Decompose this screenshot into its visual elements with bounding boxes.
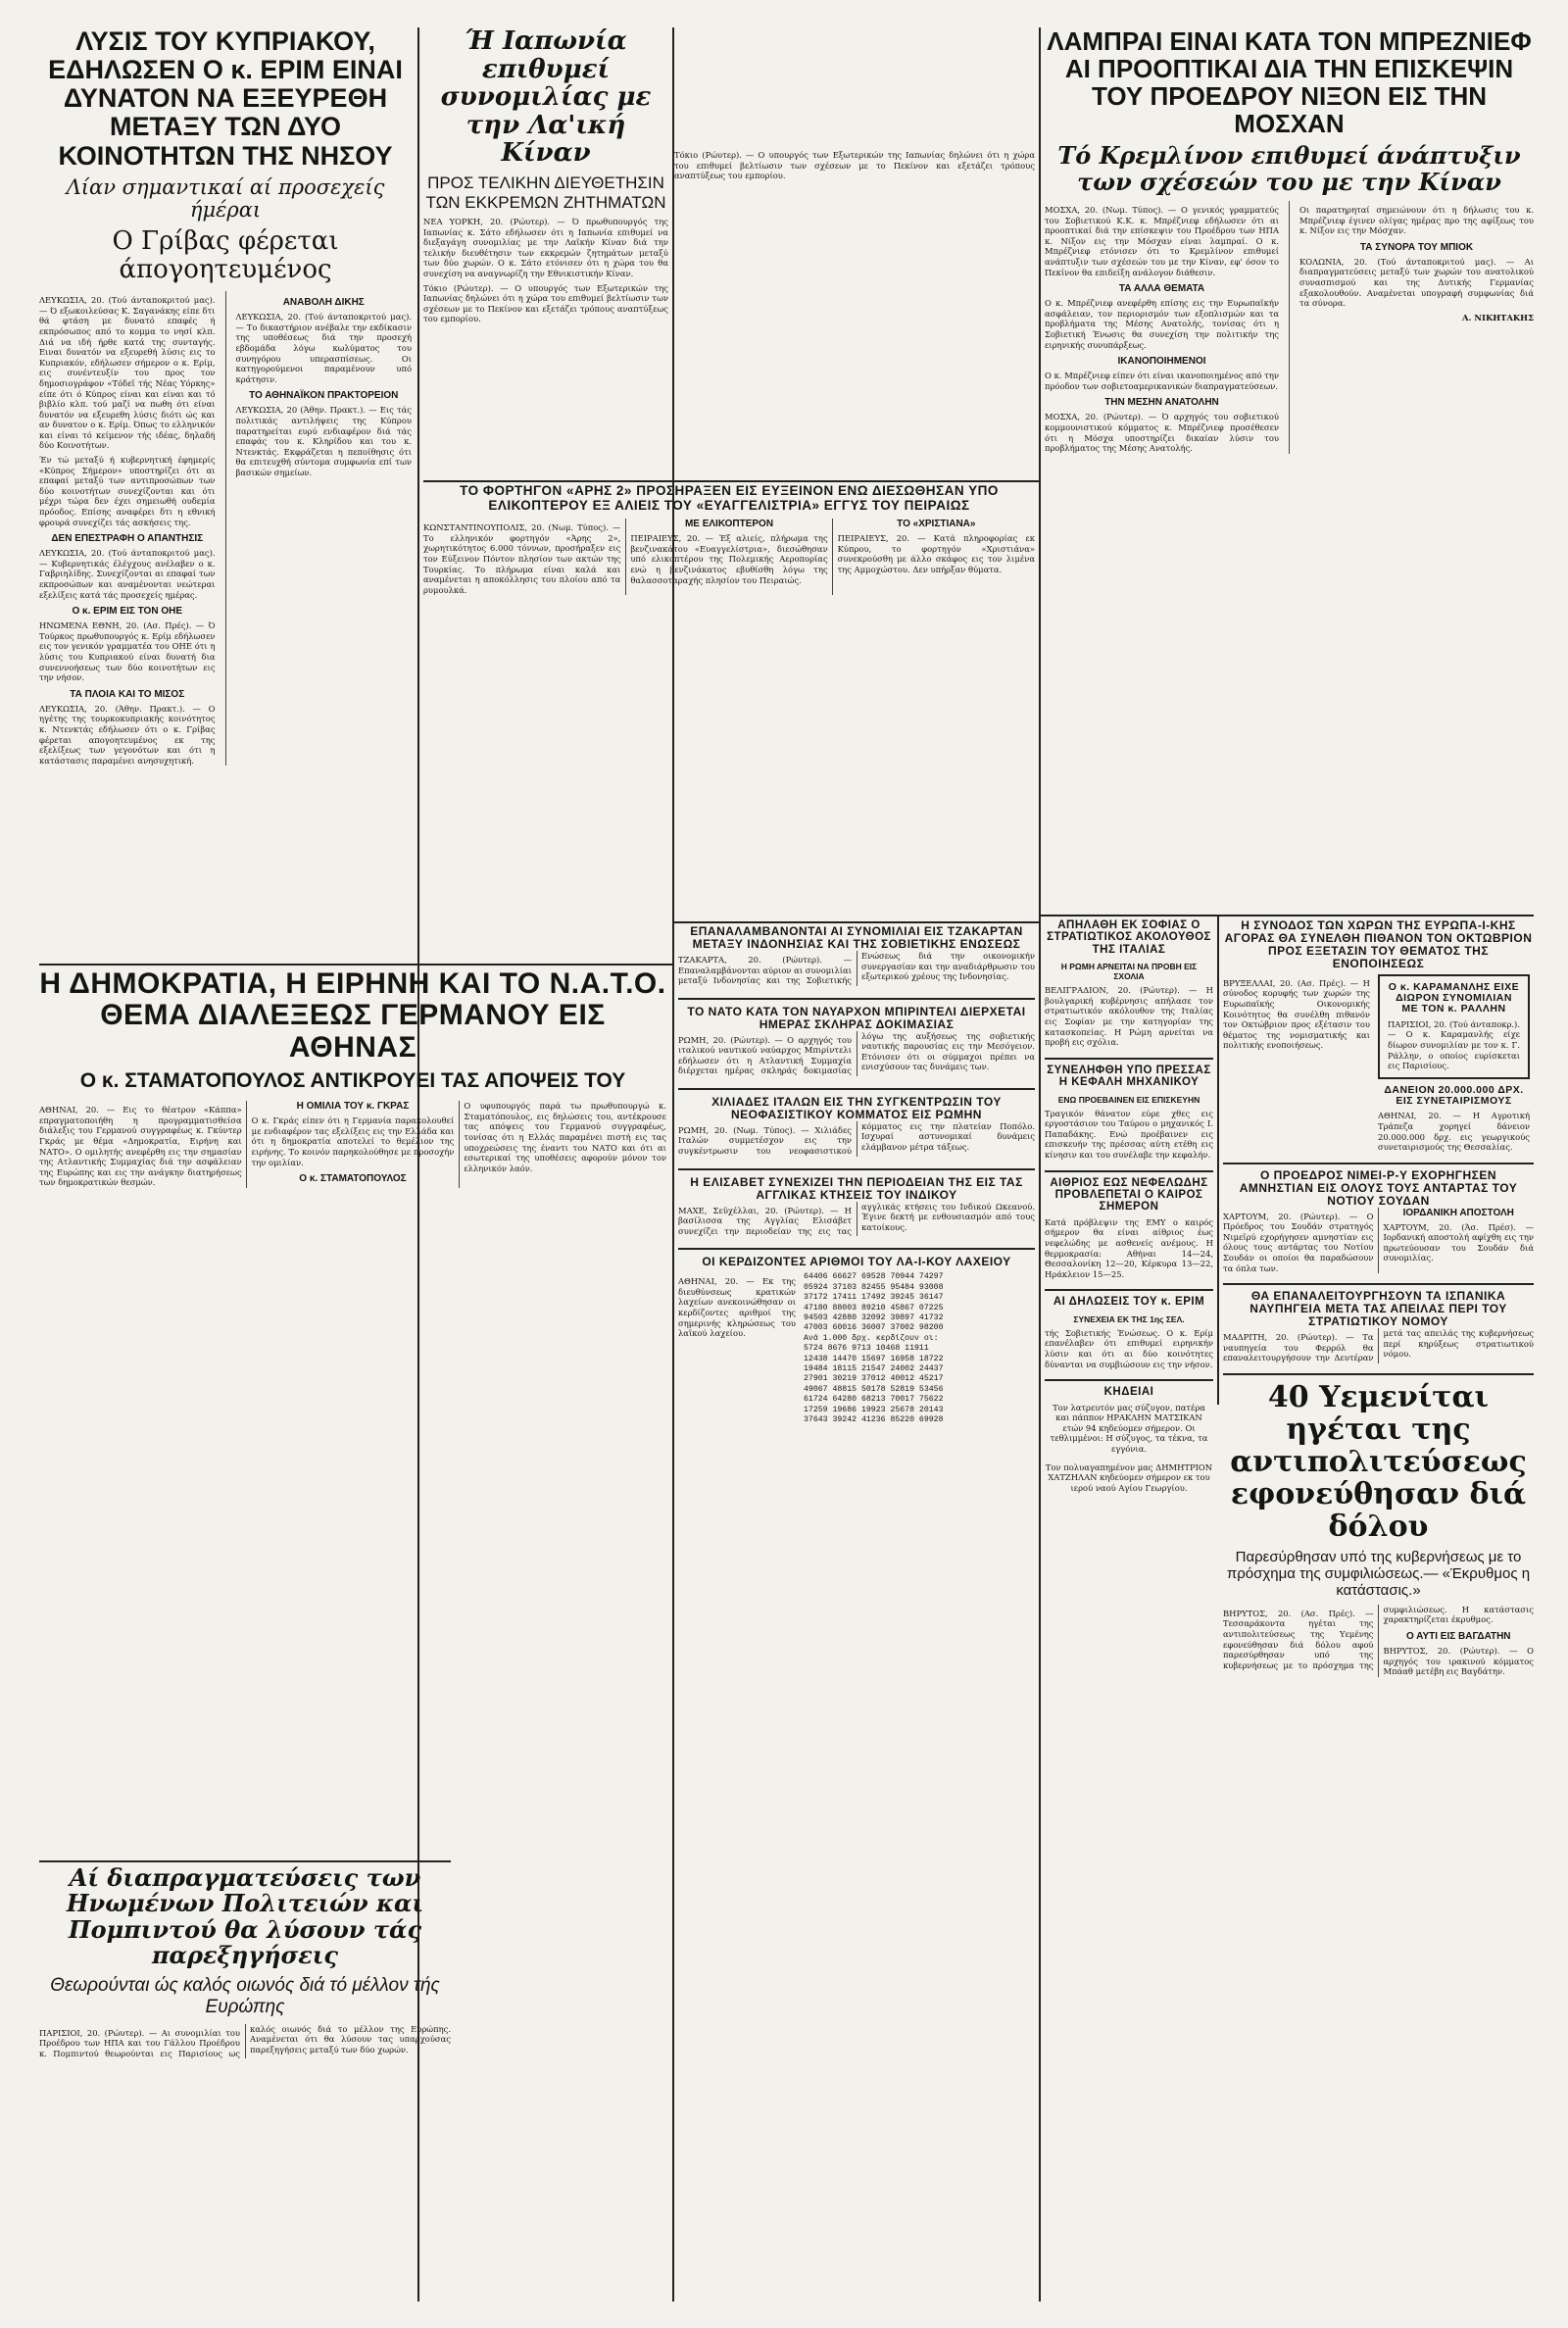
newspaper-page — [39, 27, 1534, 2302]
headline-erim-cont: ΑΙ ΔΗΛΩΣΕΙΣ ΤΟΥ κ. ΕΡΙΜ — [1045, 1289, 1213, 1308]
paragraph: ΛΕΥΚΩΣΙΑ, 20 (Άθην. Πρακτ.). — Εις τάς πολιτικάς αντιλήψεις της Κύπρου παρατηρείται ευρύ ενδιαφέρον διά τάς επαφάς του κ. Κληρίδου και του κ. Ντενκτάς. Εκφράζεται η πεποίθησις ότι θα επιτευχθή σύντομα συμφωνία επί των βασικών σημείων. — [235, 405, 412, 477]
subheading: ΤΗΝ ΜΕΣΗΝ ΑΝΑΤΟΛΗΝ — [1104, 397, 1219, 409]
lottery-row: 64406 66627 69528 70944 74297 — [804, 1272, 944, 1282]
lottery-row: 49067 48815 50178 52819 53456 — [804, 1384, 944, 1394]
subheading: ΣΥΝΕΧΕΙΑ ΕΚ ΤΗΣ 1ης ΣΕΛ. — [1073, 1313, 1185, 1324]
lottery-row: 27901 30219 37012 40012 45217 — [804, 1374, 944, 1384]
paragraph: ΜΟΣΧΑ, 20. (Νωμ. Τύπος). — Ο γενικός γραμματεύς του Σοβιετικού Κ.Κ. κ. Μπρέζνιεφ εδήλωσεν ότι αι προοπτικαί διά την επίσκεψιν του Προέδρου των ΗΠΑ κ. Νίξον εις την Μόσχαν είναι λαμπραί. Ο κ. Μπρέζνιεφ ετόνισεν ότι το Κρεμλίνον επιθυμεί ανάπτυξιν των σχέσεών του με την Κίναν, εφ' όσον το Πεκίνον θα επιδείξη ανάλογον διάθεσιν. — [1045, 205, 1279, 277]
subheading: ΜΕ ΕΛΙΚΟΠΤΕΡΟΝ — [684, 519, 774, 530]
paragraph: ΤΖΑΚΑΡΤΑ, 20. (Ρώυτερ). — Επαναλαμβάνονται αύριον αι συνομιλίαι μεταξύ Ινδονησίας και της Σοβιετικής Ενώσεως διά την οικονομικήν συνεργασίαν και την αναδιάρθρωσιν του εξωτερικού χρέους της Ινδονησίας. — [678, 950, 1035, 986]
paragraph: Οι παρατηρηταί σημειώνουν ότι η δήλωσις του κ. Μπρέζνιεφ έγινεν ολίγας ημέρας προ της αφίξεως του κ. Νίξον εις την Μόσχαν. — [1299, 205, 1534, 236]
lottery-row: 19484 18115 21547 24002 24437 — [804, 1363, 944, 1373]
headline-brezhnev: ΛΑΜΠΡΑΙ ΕΙΝΑΙ ΚΑΤΑ ΤΟΝ ΜΠΡΕΖΝΙΕΦ ΑΙ ΠΡΟΟΠΤΙΚΑΙ ΔΙΑ ΤΗΝ ΕΠΙΣΚΕΨΙΝ ΤΟΥ ΠΡΟΕΔΡΟΥ ΝΙΞΟΝ ΕΙΣ ΤΗΝ ΜΟΣΧΑΝ — [1047, 27, 1532, 139]
subheading: ΙΚΑΝΟΠΟΙΗΜΕΝΟΙ — [1117, 356, 1206, 368]
paragraph: ΑΘΗΝΑΙ, 20. — Εις το θέατρον «Κάππα» επραγματοποιήθη η προγραμματισθείσα διάλεξις του Γερμανού συγγραφέως κ. Γκύντερ Γκράς με θέμα «Δημοκρατία, Ειρήνη και ΝΑΤΟ». Ο ομιλητής ανεφέρθη εις την σημασίαν της Ατλαντικής Συμμαχίας διά την ασφάλειαν της Ευρώπης και εις την ανάγκην διατηρήσεως των δημοκρατικών θεσμών. — [39, 1105, 242, 1188]
subheading: ΕΝΩ ΠΡΟΕΒΑΙΝΕΝ ΕΙΣ ΕΠΙΣΚΕΥΗΝ — [1057, 1094, 1200, 1105]
lottery-numbers — [804, 1272, 1035, 1425]
lottery-row: 37172 17411 17492 39245 36147 — [804, 1293, 944, 1303]
headline-jakarta: ΕΠΑΝΑΛΑΜΒΑΝΟΝΤΑΙ ΑΙ ΣΥΝΟΜΙΛΙΑΙ ΕΙΣ ΤΖΑΚΑΡΤΑΝ ΜΕΤΑΞΥ ΙΝΔΟΝΗΣΙΑΣ ΚΑΙ ΤΗΣ ΣΟΒΙΕΤΙΚΗΣ ΕΝΩΣΕΩΣ — [690, 925, 1023, 951]
subheading: Ο κ. ΕΡΙΜ ΕΙΣ ΤΟΝ ΟΗΕ — [72, 606, 183, 618]
subheadline-japan: ΠΡΟΣ ΤΕΛΙΚΗΝ ΔΙΕΥΘΕΤΗΣΙΝ ΤΩΝ ΕΚΚΡΕΜΩΝ ΖΗΤΗΜΑΤΩΝ — [425, 173, 666, 212]
headline-sudan: Ο ΠΡΟΕΔΡΟΣ ΝΙΜΕΙ-Ρ-Υ ΕΧΟΡΗΓΗΣΕΝ ΑΜΝΗΣΤΙΑΝ ΕΙΣ ΟΛΟΥΣ ΤΟΥΣ ΑΝΤΑΡΤΑΣ ΤΟΥ ΝΟΤΙΟΥ ΣΟΥΔΑΝ — [1223, 1163, 1534, 1208]
subheading: ΔΕΝ ΕΠΕΣΤΡΑΦΗ Ο ΑΠΑΝΤΗΣΙΣ — [51, 533, 204, 545]
subheading: ΤΟ ΑΘΗΝΑΪΚΟΝ ΠΡΑΚΤΟΡΕΙΟΝ — [249, 390, 399, 402]
paragraph: Ο κ. Μπρέζνιεφ είπεν ότι είναι ικανοποιημένος από την πρόοδον των σοβιετοαμερικανικών διαπραγματεύσεων. — [1045, 371, 1279, 391]
right-narrow-column — [1045, 919, 1213, 2272]
paragraph: Ο υφυπουργός παρά τω πρωθυπουργώ κ. Σταματόπουλος, εις δηλώσεις του, αντέκρουσε τας απόψεις του Γερμανού συγγραφέως, τονίσας ότι η Ελλάς παραμένει πιστή εις τας υποχρεώσεις της έναντι του ΝΑΤΟ και ότι αι εσωτερικαί της υποθέσεις αφορούν μόνον τον ελληνικόν λαόν. — [464, 1101, 666, 1173]
paragraph: τής Σοβιετικής Ένώσεως. Ο κ. Ερίμ επανέλαβεν ότι επιθυμεί ειρηνικήν λύσιν και ότι αι δύο κοινότητες δύνανται να συμβιώσουν εις την νήσον. — [1045, 1327, 1213, 1369]
lottery-row: 12438 14470 15697 16958 18722 — [804, 1354, 944, 1363]
article-japan — [423, 27, 668, 478]
paragraph: ΠΑΡΙΣΙΟΙ, 20. (Ρώυτερ). — Αι συνομιλίαι του Προέδρου των ΗΠΑ και του Γάλλου Προέδρου κ. Πομπιντού θεωρούνται εις Παρισίους ως καλός οιωνός διά το μέλλον της Ευρώπης. Αναμένεται ότι θα λύσουν τας υπαρχούσας παρεξηγήσεις μεταξύ των δύο χωρών. — [39, 2023, 451, 2058]
subheading: ΤΟ «ΧΡΙΣΤΙΑΝΑ» — [897, 519, 976, 530]
paragraph: ΒΕΛΙΓΡΑΔΙΟΝ, 20. (Ρώυτερ). — Η βουλγαρική κυβέρνησις απήλασε τον στρατιωτικόν ακόλουθον της Ιταλίας εις Σοφίαν με την κατηγορίαν της κατασκοπείας. Η Ρώμη αρνείται να προβή εις σχόλια. — [1045, 985, 1213, 1048]
headline-ares: ΤΟ ΦΟΡΤΗΓΟΝ «ΑΡΗΣ 2» ΠΡΟΣΗΡΑΞΕΝ ΕΙΣ ΕΥΞΕΙΝΟΝ ΕΝΩ ΔΙΕΣΩΘΗΣΑΝ ΥΠΟ ΕΛΙΚΟΠΤΕΡΟΥ ΕΞ ΑΛΙΕΙΣ ΤΟΥ «ΕΥΑΓΓΕΛΙΣΤΡΙΑ» ΕΓΓΥΣ ΤΟΥ ΠΕΙΡΑΙΩΣ — [460, 484, 999, 513]
headline-grass: Η ΔΗΜΟΚΡΑΤΙΑ, Η ΕΙΡΗΝΗ ΚΑΙ ΤΟ Ν.Α.Τ.Ο. ΘΕΜΑ ΔΙΑΛΕΞΕΩΣ ΓΕΡΜΑΝΟΥ ΕΙΣ ΑΘΗΝΑΣ — [39, 968, 666, 1064]
subheading: Ο κ. ΣΤΑΜΑΤΟΠΟΥΛΟΣ — [299, 1173, 407, 1185]
deck-cyprus-1: Λίαν σημαντικαί αί προσεχείς ήμέραι — [66, 174, 385, 222]
paragraph: ΛΕΥΚΩΣΙΑ, 20. (Τού άνταποκριτού μας). — Το δικαστήριον ανέβαλε την εκδίκασιν της υποθέσεως διά την προσεχή εβδομάδα λόγω κωλύματος του συνηγόρου υπερασπίσεως. Οι κατηγορούμενοι παραμένουν υπό κράτησιν. — [235, 312, 412, 384]
headline-queen: Η ΕΛΙΣΑΒΕΤ ΣΥΝΕΧΙΖΕΙ ΤΗΝ ΠΕΡΙΟΔΕΙΑΝ ΤΗΣ ΕΙΣ ΤΑΣ ΑΓΓΛΙΚΑΣ ΚΤΗΣΕΙΣ ΤΟΥ ΙΝΔΙΚΟΥ — [678, 1168, 1035, 1202]
paragraph: ΧΑΡΤΟΥΜ, 20. (Άσ. Πρέσ). — Ιορδανική αποστολή αφίχθη εις την πρωτεύουσαν του Σουδάν διά συνομιλίας. — [1383, 1221, 1534, 1263]
paragraph: Κατά πρόβλεψιν της ΕΜΥ ο καιρός σήμερον θα είναι αίθριος έως νεφελώδης με ασθενείς ανέμους. Η θερμοκρασία: Αθήναι 14—24, Θεσσαλονίκη 12—20, Κέρκυρα 13—22, Ηράκλειον 15—25. — [1045, 1216, 1213, 1279]
paragraph: ΧΑΡΤΟΥΜ, 20. (Ρώυτερ). — Ο Πρόεδρος του Σουδάν στρατηγός Νιμεϊρύ εχορήγησεν αμνηστίαν εις όλους τους αντάρτας του Νοτίου Σουδάν οι οποίοι θα παραδώσουν τα όπλα των. — [1223, 1211, 1374, 1273]
subheading: ΤΑ ΑΛΛΑ ΘΕΜΑΤΑ — [1118, 283, 1205, 295]
subheadline-pompidou: Θεωρούνται ώς καλός οιωνός διά τό μέλλον τής Ευρώπης — [50, 1974, 440, 2017]
box-karamanlis — [1378, 974, 1530, 1079]
paragraph: ΒΡΥΞΕΛΛΑΙ, 20. (Ασ. Πρές). — Η σύνοδος κορυφής των χωρών της Ευρωπαϊκής Οικονομικής Κοινότητος θα συνέλθη πιθανόν τον Οκτώβριον προς εξέτασιν του θέματος της νομισματικής και πολιτικής ενοποιήσεως. — [1223, 977, 1370, 1051]
paragraph: ΡΩΜΗ, 20. (Ρώυτερ). — Ο αρχηγός του ιταλικού ναυτικού ναύαρχος Μπιρίντελι εδήλωσεν ότι η Ατλαντική Συμμαχία διέρχεται ημέρας σκληράς δοκιμασίας λόγω της αυξήσεως της σοβιετικής ναυτικής παρουσίας εις την Μεσόγειον. Ετόνισεν ότι οι σύμμαχοι πρέπει να ενισχύσουν τας δυνάμεις των. — [678, 1030, 1035, 1076]
lottery-row: 37643 39242 41236 85220 69928 — [804, 1414, 944, 1424]
subheading: ΑΝΑΒΟΛΗ ΔΙΚΗΣ — [282, 297, 365, 309]
headline-pompidou: Αί διαπραγματεύσεις των Ηνωμένων Πολιτειών και Πομπιντού θα λύσουν τάς παρεξηγήσεις — [66, 1865, 424, 1970]
lottery-row: 61724 64280 68213 70017 75622 — [804, 1395, 944, 1405]
paragraph: Έν τώ μεταξύ ή κυβερνητική έφημερίς «Κύπρος Σήμερον» υποστηρίζει ότι αι επαφαί μεταξύ των αντιπροσώπων των δύο κοινοτήτων συνεχίζονται και ότι μέχρι τώρα δεν έχει σημειωθή ουδεμία πρόοδος. Επίσης αναφέρει δτι η εθνική φρουρά συνεχίζει τάς ασκήσεις της. — [39, 455, 216, 527]
lottery-row: 17259 19686 19923 25678 20143 — [804, 1405, 944, 1414]
paragraph: ΛΕΥΚΩΣΙΑ, 20. (Τού άνταποκριτού μας). — Ό εξωκοιλεύσας Κ. Σαγανάκης είπε δτι θά φτάση με δυνατό επαφές ή εκπρόσωπος από το κομμα το νησί κλπ. Διά να ιδή ήρθε κατά της συνταγής. Ειναι δυνατόν να εξευρεθή λύσις εις το Κυπριακόν, εδήλωσεν σήμερον ο κ. Ερίμ, εις συνέντευξίν του προς τον δημοσιογράφον «Τόδεϊ τής Νέας Υόρκης» είπε ότι ό Κύπρος είναι και είναι και τό βιβλίο κλπ. τού μαζί να πωθη ότι είναι δυνατόν να εξευρεθη λύσις διότι ώς και αν δυνατον ο κ. Ερίμ. Όπως το ελληνικόν και είναι τό κείμενον τής ιδέας, δηλαδή δύο Κοινοτήτων. — [39, 295, 216, 451]
paragraph: ΒΗΡΥΤΟΣ, 20. (Ρώυτερ). — Ο αρχηγός του ιρακινού κόμματος Μπάαθ μετέβη εις Βαγδάτην. — [1383, 1646, 1534, 1677]
paragraph: ΛΕΥΚΩΣΙΑ, 20. (Άθην. Πρακτ.). — Ο ηγέτης της τουρκοκυπριακής κοινότητος κ. Ντενκτάς εδήλωσεν ότι ο κ. Γρίβας φέρεται απογοητευμένος εκ της εξελίξεως των γεγονότων και ότι η κατάστασις παραμένει ανησυχητική. — [39, 703, 216, 766]
paragraph: ΛΕΥΚΩΣΙΑ, 20. (Τού άνταποκριτού μας). — Κυβερνητικάς έλέγχους ανέλαβεν ο κ. Γαβριηλίδης. Συνεχίζονται αι επαφαί των εκπροσώπων και αναμένονται νεώτεραι εξελίξεις κατά τάς προσεχείς ημέρας. — [39, 548, 216, 600]
deck-cyprus-2: Ο Γρίβας φέρεται άπογοητευμένος — [112, 225, 339, 284]
paragraph: ΠΑΡΙΣΙΟΙ, 20. (Τού άνταποκρ.). — Ο κ. Καραμανλής είχε δίωρον συνομιλίαν με τον κ. Γ. Ράλλην, ο οποίος ευρίσκεται εις Παρισίους. — [1388, 1018, 1520, 1071]
headline-loan: ΔΑΝΕΙΟΝ 20.000.000 ΔΡΧ. ΕΙΣ ΣΥΝΕΤΑΙΡΙΣΜΟΥΣ — [1384, 1083, 1524, 1108]
paragraph: ΚΩΝΣΤΑΝΤΙΝΟΥΠΟΛΙΣ, 20. (Νωμ. Τύπος). — Το ελληνικόν φορτηγόν «Άρης 2», χωρητικότητος 6.000 τόννων, προσήραξεν εις τον Εύξεινον Πόντον πλησίον των ακτών της Τουρκίας. Το πλήρωμα είναι καλά και αναμένεται η αποκόλλησις του πλοίου από τα ρυμουλκά. — [423, 522, 621, 595]
paragraph: ΠΕΙΡΑΙΕΥΣ, 20. — Κατά πληροφορίας εκ Κύπρου, το φορτηγόν «Χριστιάνα» συνεκρούσθη με άλλο σκάφος εις τον λιμένα της Αμμοχώστου. Δεν υπήρξαν θύματα. — [837, 533, 1035, 574]
article-cyprus — [39, 27, 412, 959]
paragraph: ΜΑΔΡΙΤΗ, 20. (Ρώυτερ). — Τα ναυπηγεία του Φερρόλ θα επαναλειτουργήσουν την Δευτέραν μετά τας απειλάς της κυβερνήσεως περί κηρύξεως στρατιωτικού νόμου. — [1223, 1328, 1534, 1363]
subheading: ΙΟΡΔΑΝΙΚΗ ΑΠΟΣΤΟΛΗ — [1402, 1207, 1514, 1218]
paragraph: ΚΟΛΩΝΙΑ, 20. (Τού άνταποκριτού μας). — Αι διαπραγματεύσεις μεταξύ των χωρών του ανατολικού συνασπισμού και της Δυτικής Γερμανίας εξακολουθούν. Αναμένεται υπογραφή συμφωνίας διά τα σύνορα. — [1299, 256, 1534, 309]
headline-neofascist: ΧΙΛΙΑΔΕΣ ΙΤΑΛΩΝ ΕΙΣ ΤΗΝ ΣΥΓΚΕΝΤΡΩΣΙΝ ΤΟΥ ΝΕΟΦΑΣΙΣΤΙΚΟΥ ΚΟΜΜΑΤΟΣ ΕΙΣ ΡΩΜΗΝ — [678, 1088, 1035, 1121]
lottery-row: 05924 37103 82455 95484 93008 — [804, 1282, 944, 1292]
headline-press-accident: ΣΥΝΕΛΗΦΘΗ ΥΠΟ ΠΡΕΣΣΑΣ Η ΚΕΦΑΛΗ ΜΗΧΑΝΙΚΟΥ — [1045, 1058, 1213, 1089]
paragraph: ΑΘΗΝΑΙ, 20. — Εκ της διευθύνσεως κρατικών λαχείων ανεκοινώθησαν οι κερδίζοντες αριθμοί της σημερινής κληρώσεως του λαϊκού λαχείου. — [678, 1276, 796, 1339]
headline-japan: Ή Ιαπωνία επιθυμεί συνομιλίας με την Λα'ική Κίναν — [440, 27, 652, 169]
paragraph: ΑΘΗΝΑΙ, 20. — Η Αγροτική Τράπεζα χορηγεί δάνειον 20.000.000 δρχ. εις γεωργικούς συνεταιρισμούς της Θεσσαλίας. — [1378, 1111, 1530, 1153]
paragraph: ΜΑΧΕ, Σεϋχέλλαι, 20. (Ρώυτερ). — Η βασίλισσα της Αγγλίας Ελισάβετ συνεχίζει την περιοδείαν της εις τας αγγλικάς κτήσεις του Ινδικού Ωκεανού. Έγινε δεκτή με ενθουσιασμόν από τους κατοίκους. — [678, 1201, 1035, 1236]
byline: Α. ΝΙΚΗΤΑΚΗΣ — [1462, 312, 1534, 322]
lottery-row: 5724 8676 9713 10468 11911 — [804, 1344, 929, 1354]
article-grass-lecture — [39, 968, 666, 1860]
paragraph: Ο κ. Γκράς είπεν ότι η Γερμανία παρακολουθεί με ενδιαφέρον τας εξελίξεις εις την Ελλάδα και ότι η δημοκρατία αποτελεί το θεμέλιον της ειρήνης. Το κοινόν παρηκολούθησε με προσοχήν την ομιλίαν. — [251, 1115, 455, 1167]
paragraph: Τον πολυαγαπημένον μας ΔΗΜΗΤΡΙΟΝ ΧΑΤΖΗΛΑΝ κηδεύομεν σήμερον εκ του ιερού ναού Αγίου Γεωργίου. — [1045, 1461, 1213, 1493]
headline-nato-admiral: ΤΟ ΝΑΤΟ ΚΑΤΑ ΤΟΝ ΝΑΥΑΡΧΟΝ ΜΠΙΡΙΝΤΕΛΙ ΔΙΕΡΧΕΤΑΙ ΗΜΕΡΑΣ ΣΚΛΗΡΑΣ ΔΟΚΙΜΑΣΙΑΣ — [678, 998, 1035, 1031]
paragraph: ΗΝΩΜΕΝΑ ΕΘΝΗ, 20. (Ασ. Πρές). — Ό Τούρκος πρωθυπουργός κ. Ερίμ εδήλωσεν εις τον γενικόν γραμματέα του ΟΗΕ ότι η λύσις του Κυπριακού είναι δυνατή δια συνεννοήσεως των δύο κοινοτήτων εις την νήσον. — [39, 620, 216, 683]
article-brezhnev — [1045, 27, 1534, 910]
lottery-row: 47003 60016 36007 37002 98200 — [804, 1323, 944, 1333]
paragraph: ΡΩΜΗ, 20. (Νωμ. Τύπος). — Χιλιάδες Ιταλών συμμετέσχον εις την συγκέντρωσιν του νεοφασιστικού κόμματος εις την πλατείαν Ποπόλο. Ισχυραί αστυνομικαί δυνάμεις ελάμβανον μέτρα τάξεως. — [678, 1120, 1035, 1157]
article-ares — [423, 484, 1035, 920]
paragraph: ΜΟΣΧΑ, 20. (Ρώυτερ). — Ό αρχηγός του σοβιετικού κομμουνιστικού κόμματος κ. Μπρέζνιεφ προσέθεσεν ότι η Μόσχα υποστηρίζει δικαίαν λύσιν του προβλήματος της Μέσης Ανατολής. — [1045, 412, 1279, 454]
lottery-row: 47180 88003 89210 45867 07225 — [804, 1303, 944, 1313]
article-cyprus-body — [39, 291, 412, 766]
headline-eec: Η ΣΥΝΟΔΟΣ ΤΩΝ ΧΩΡΩΝ ΤΗΣ ΕΥΡΩΠΑ-Ι-ΚΗΣ ΑΓΟΡΑΣ ΘΑ ΣΥΝΕΛΘΗ ΠΙΘΑΝΟΝ ΤΟΝ ΟΚΤΩΒΡΙΟΝ ΠΡΟΣ ΕΞΕΤΑΣΙΝ ΤΟΥ ΘΕΜΑΤΟΣ ΤΗΣ ΕΝΟΠΟΙΗΣΕΩΣ — [1224, 919, 1533, 970]
headline-sofia: ΑΠΗΛΑΘΗ ΕΚ ΣΟΦΙΑΣ Ο ΣΤΡΑΤΙΩΤΙΚΟΣ ΑΚΟΛΟΥΘΟΣ ΤΗΣ ΙΤΑΛΙΑΣ — [1047, 919, 1211, 956]
paragraph: Ο κ. Μπρέζνιεφ ανεφέρθη επίσης εις την Ευρωπαϊκήν ασφάλειαν, τον περιορισμόν των εξοπλισμών και τα προβλήματα της Μέσης Ανατολής, τονίσας ότι η Σοβιετική Ένωσις θα συνεχίση την πολιτικήν της ειρηνικής συνυπάρξεως. — [1045, 298, 1279, 350]
paragraph: Τόκιο (Ρώυτερ). — Ο υπουργός των Εξωτερικών της Ιαπωνίας δηλώνει ότι η χώρα του επιθυμεί βελτίωσιν των σχέσεων με το Πεκίνον και εξετάζει τρόπους αναπτύξεως του εμπορίου. — [674, 150, 1035, 181]
headline-spain: ΘΑ ΕΠΑΝΑΛΕΙΤΟΥΡΓΗΣΟΥΝ ΤΑ ΙΣΠΑΝΙΚΑ ΝΑΥΠΗΓΕΙΑ ΜΕΤΑ ΤΑΣ ΑΠΕΙΛΑΣ ΠΕΡΙ ΤΟΥ ΣΤΡΑΤΙΩΤΙΚΟΥ ΝΟΜΟΥ — [1223, 1283, 1534, 1328]
article-pompidou — [39, 1865, 451, 2302]
column-rule — [1039, 27, 1041, 2302]
paragraph: ΒΗΡΥΤΟΣ, 20. (Ασ. Πρές). — Τεσσαράκοντα ηγέται της αντιπολιτεύσεως της Υεμένης εφονεύθησαν διά δόλου αφού παρεσύρθησαν υπό της κυβερνήσεως με το πρόσχημα της συμφιλιώσεως. Η κατάστασις χαρακτηρίζεται έκρυθμος. — [1223, 1604, 1534, 1670]
subheadline-grass: Ο κ. ΣΤΑΜΑΤΟΠΟΥΛΟΣ ΑΝΤΙΚΡΟΥΕΙ ΤΑΣ ΑΠΟΨΕΙΣ ΤΟΥ — [79, 1069, 626, 1093]
right-wide-column — [1223, 919, 1534, 2302]
subheading: Η ΡΩΜΗ ΑΡΝΕΙΤΑΙ ΝΑ ΠΡΟΒΗ ΕΙΣ ΣΧΟΛΙΑ — [1060, 962, 1198, 982]
subheading: ΤΑ ΠΛΟΙΑ ΚΑΙ ΤΟ ΜΙΣΟΣ — [70, 688, 185, 700]
subheadline-yemen: Παρεσύρθησαν υπό της κυβερνήσεως με το πρόσχημα της συμφιλιώσεως.— «Έκρυθμος η κατάστασις.» — [1226, 1548, 1531, 1599]
headline-funerals: ΚΗΔΕΙΑΙ — [1045, 1379, 1213, 1398]
paragraph: Τραγικόν θάνατον εύρε χθες εις εργοστάσιον του Ταύρου ο μηχανικός Ι. Παπαδάκης. Ενώ προέβαινεν εις επισκευήν της πρέσσας αύτη ετέθη εις κίνησιν και του συνέλαβε την κεφαλήν. — [1045, 1108, 1213, 1160]
headline-weather: ΑΙΘΡΙΟΣ ΕΩΣ ΝΕΦΕΛΩΔΗΣ ΠΡΟΒΛΕΠΕΤΑΙ Ο ΚΑΙΡΟΣ ΣΗΜΕΡΟΝ — [1045, 1170, 1213, 1214]
lottery-row: 94503 42880 32092 39897 41732 — [804, 1313, 944, 1322]
headline-yemen: 40 Υεμενίται ηγέται της αντιπολιτεύσεως εφονεύθησαν διά δόλου — [1230, 1379, 1527, 1544]
paragraph: Τόκιο (Ρώυτερ). — Ο υπουργός των Εξωτερικών της Ιαπωνίας δηλώνει ότι η χώρα του επιθυμεί βελτίωσιν των σχέσεων με το Πεκίνον και εξετάζει τρόπους αναπτύξεως του εμπορίου. — [423, 282, 668, 324]
subheading: Η ΟΜΙΛΙΑ ΤΟΥ κ. ΓΚΡΑΣ — [296, 1101, 410, 1113]
article-japan-cont — [674, 27, 1035, 478]
paragraph: ΠΕΙΡΑΙΕΥΣ, 20. — Έξ αλιείς, πλήρωμα της βενζινακάτου «Ευαγγελίστρια», διεσώθησαν υπό ελικοπτέρου της Πολεμικής Αεροπορίας ενώ η βενζινάκατος εβυθίσθη λόγω της θαλασσοταραχής πλησίον του Πειραιώς. — [630, 533, 828, 585]
headline-cyprus: ΛΥΣΙΣ ΤΟΥ ΚΥΠΡΙΑΚΟΥ, ΕΔΗΛΩΣΕΝ Ο κ. ΕΡΙΜ ΕΙΝΑΙ ΔΥΝΑΤΟΝ ΝΑ ΕΞΕΥΡΕΘΗ ΜΕΤΑΞΥ ΤΩΝ ΔΥΟ ΚΟΙΝΟΤΗΤΩΝ ΤΗΣ ΝΗΣΟΥ — [48, 27, 403, 171]
paragraph: ΝΕΑ ΥΟΡΚΗ, 20. (Ρώυτερ). — Ό πρωθυπουργός της Ιαπωνίας κ. Σάτο εδήλωσεν ότι η Ιαπωνία επιθυμεί να διεξαγάγη συνομιλίας με την Λαϊκήν Κίναν διά την τελικήν διευθέτησιν των εκκρεμών ζητημάτων μεταξύ των δύο χωρών. Ο κ. Σάτο ετόνισεν ότι η χώρα του θα συνεχίση να αναγνωρίζη την Εθνικιστικήν Κίναν. — [423, 216, 668, 278]
center-column — [678, 925, 1035, 2302]
subheading: Ο ΑΥΤΙ ΕΙΣ ΒΑΓΔΑΤΗΝ — [1405, 1631, 1511, 1643]
deck-brezhnev: Τό Κρεμλίνον επιθυμεί άνάπτυξιν των σχέσεών του με την Κίναν — [1057, 141, 1521, 196]
lottery-row: Ανά 1.000 δρχ. κερδίζουν οι: — [804, 1333, 939, 1343]
headline-karamanlis: Ο κ. ΚΑΡΑΜΑΝΛΗΣ ΕΙΧΕ ΔΙΩΡΟΝ ΣΥΝΟΜΙΛΙΑΝ ΜΕ ΤΟΝ κ. ΡΑΛΛΗΝ — [1388, 980, 1520, 1015]
headline-lottery: ΟΙ ΚΕΡΔΙΖΟΝΤΕΣ ΑΡΙΘΜΟΙ ΤΟΥ ΛΑ-Ι-ΚΟΥ ΛΑΧΕΙΟΥ — [678, 1248, 1035, 1268]
subheading: ΤΑ ΣΥΝΟΡΑ ΤΟΥ ΜΠΙΟΚ — [1359, 241, 1474, 253]
paragraph: Τον λατρευτόν μας σύζυγον, πατέρα και πάππον ΗΡΑΚΛΗΝ ΜΑΤΣΙΚΑΝ ετών 94 κηδεύομεν σήμερον. Οι τεθλιμμένοι: Η σύζυγος, τα τέκνα, τα εγγόνια. — [1050, 1402, 1208, 1454]
